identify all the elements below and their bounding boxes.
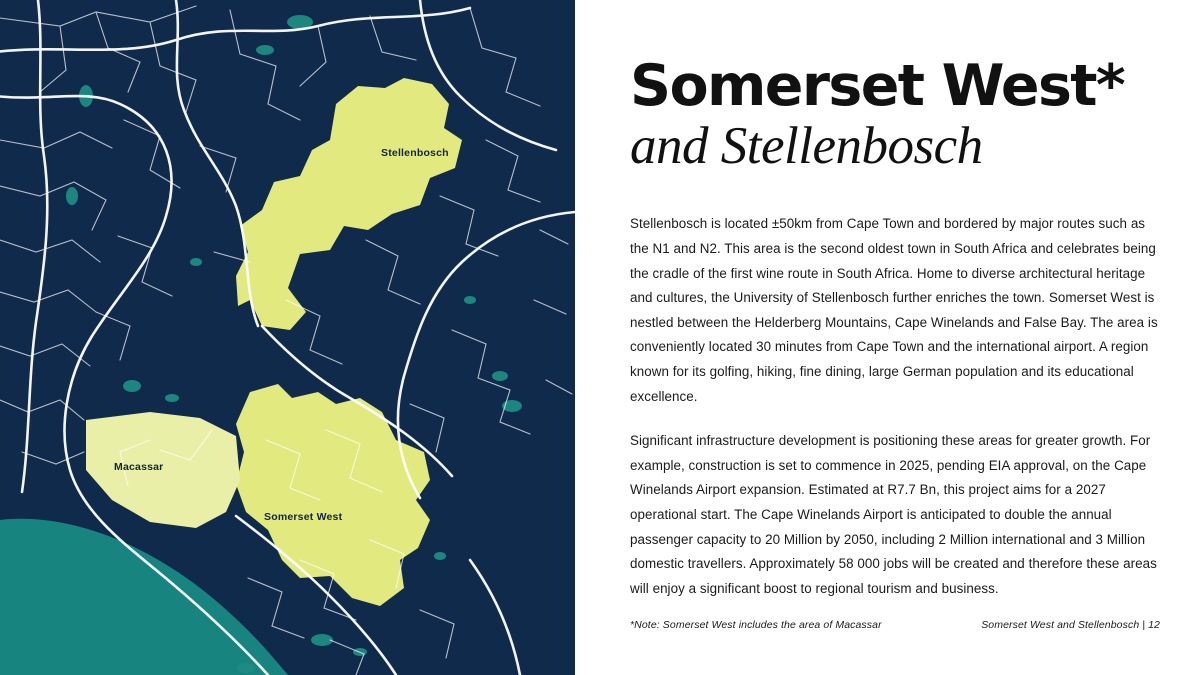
footnote: *Note: Somerset West includes the area of Macassar [630,619,882,631]
map-label-somerset-west: Somerset West [264,511,343,523]
body-copy [630,212,1160,601]
page-title [630,53,1160,176]
map-label-stellenbosch: Stellenbosch [381,147,449,159]
map-illustration [0,0,575,675]
map-label-macassar: Macassar [114,461,164,473]
title-subtitle: and Stellenbosch [630,117,983,176]
paragraph-2: Significant infrastructure development is positioning these areas for greater growth. For example, construction is set to commence in 2025, pending EIA approval, on the Cape Winelands Airport expansion. Estimated at R7.7 Bn, this project aims for a 2027 operational start. The Cape Winelands Airport is anticipated to double the annual passenger capacity to 20 Million by 2050, including 2 Million international and 3 Million domestic travellers. Approximately 58 000 jobs will be created and therefore these areas will enjoy a significant boost to regional tourism and business. [630,433,1157,596]
footer [630,619,1160,631]
map-panel [0,0,575,675]
paragraph-1: Stellenbosch is located ±50km from Cape Town and bordered by major routes such as the N1 and N2. This area is the second oldest town in South Africa and celebrates being the cradle of the first wine route in South Africa. Home to diverse architectural heritage and cultures, the University of Stellenbosch further enriches the town. Somerset West is nestled between the Helderberg Mountains, Cape Winelands and False Bay. The area is conveniently located 30 minutes from Cape Town and the international airport. A region known for its golfing, hiking, fine dining, large German population and its educational excellence. [630,216,1158,404]
title-main: Somerset West* [630,53,1125,119]
content-panel [575,0,1200,675]
page-reference: Somerset West and Stellenbosch | 12 [981,619,1160,631]
